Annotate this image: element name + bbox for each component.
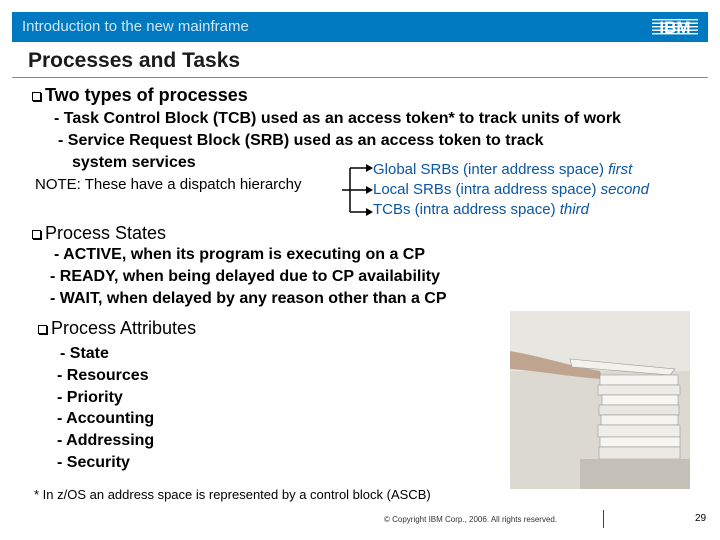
list-item: - WAIT, when delayed by any reason other than a CP	[50, 290, 447, 307]
section-heading-text: Two types of processes	[45, 85, 248, 105]
list-item: system services	[72, 154, 196, 171]
ibm-logo	[652, 16, 698, 38]
section-heading-text: Process States	[45, 223, 167, 243]
checkbox-bullet-icon	[38, 325, 47, 334]
footnote: * In z/OS an address space is represented by a control block (ASCB)	[34, 487, 431, 502]
section-heading-process-attributes	[38, 318, 196, 339]
title-divider	[12, 77, 708, 78]
copyright-notice: © Copyright IBM Corp., 2006. All rights reserved.	[384, 515, 558, 524]
section-heading-process-types	[32, 85, 248, 106]
page-number: 29	[695, 513, 707, 524]
hierarchy-bracket-arrows	[340, 160, 374, 220]
list-item: - Accounting	[57, 410, 155, 427]
list-item: - Resources	[57, 367, 149, 384]
list-item: - ACTIVE, when its program is executing on a CP	[54, 246, 426, 263]
list-item: - Priority	[57, 389, 123, 406]
list-item: - Task Control Block (TCB) used as an access token* to track units of work	[54, 110, 621, 127]
dispatch-note: NOTE: These have a dispatch hierarchy	[35, 176, 302, 193]
course-title: Introduction to the new mainframe	[22, 18, 249, 35]
list-item: - READY, when being delayed due to CP availability	[50, 268, 441, 285]
list-item: - State	[60, 345, 109, 362]
ibm-logo-text: IBM	[659, 18, 691, 37]
hierarchy-item-global-srb: Global SRBs (inter address space) first	[373, 161, 633, 178]
list-item: - Security	[57, 454, 130, 471]
section-heading-text: Process Attributes	[51, 318, 197, 338]
section-heading-process-states	[32, 223, 166, 244]
list-item: - Addressing	[57, 432, 155, 449]
checkbox-bullet-icon	[32, 92, 41, 101]
hierarchy-item-local-srb: Local SRBs (intra address space) second	[373, 181, 649, 198]
list-item: - Service Request Block (SRB) used as an access token to track	[58, 132, 544, 149]
slide-title: Processes and Tasks	[28, 49, 241, 72]
checkbox-bullet-icon	[32, 230, 41, 239]
hierarchy-item-tcb: TCBs (intra address space) third	[373, 201, 589, 218]
footer-divider	[603, 510, 604, 528]
paper-stack-photo	[510, 311, 690, 489]
